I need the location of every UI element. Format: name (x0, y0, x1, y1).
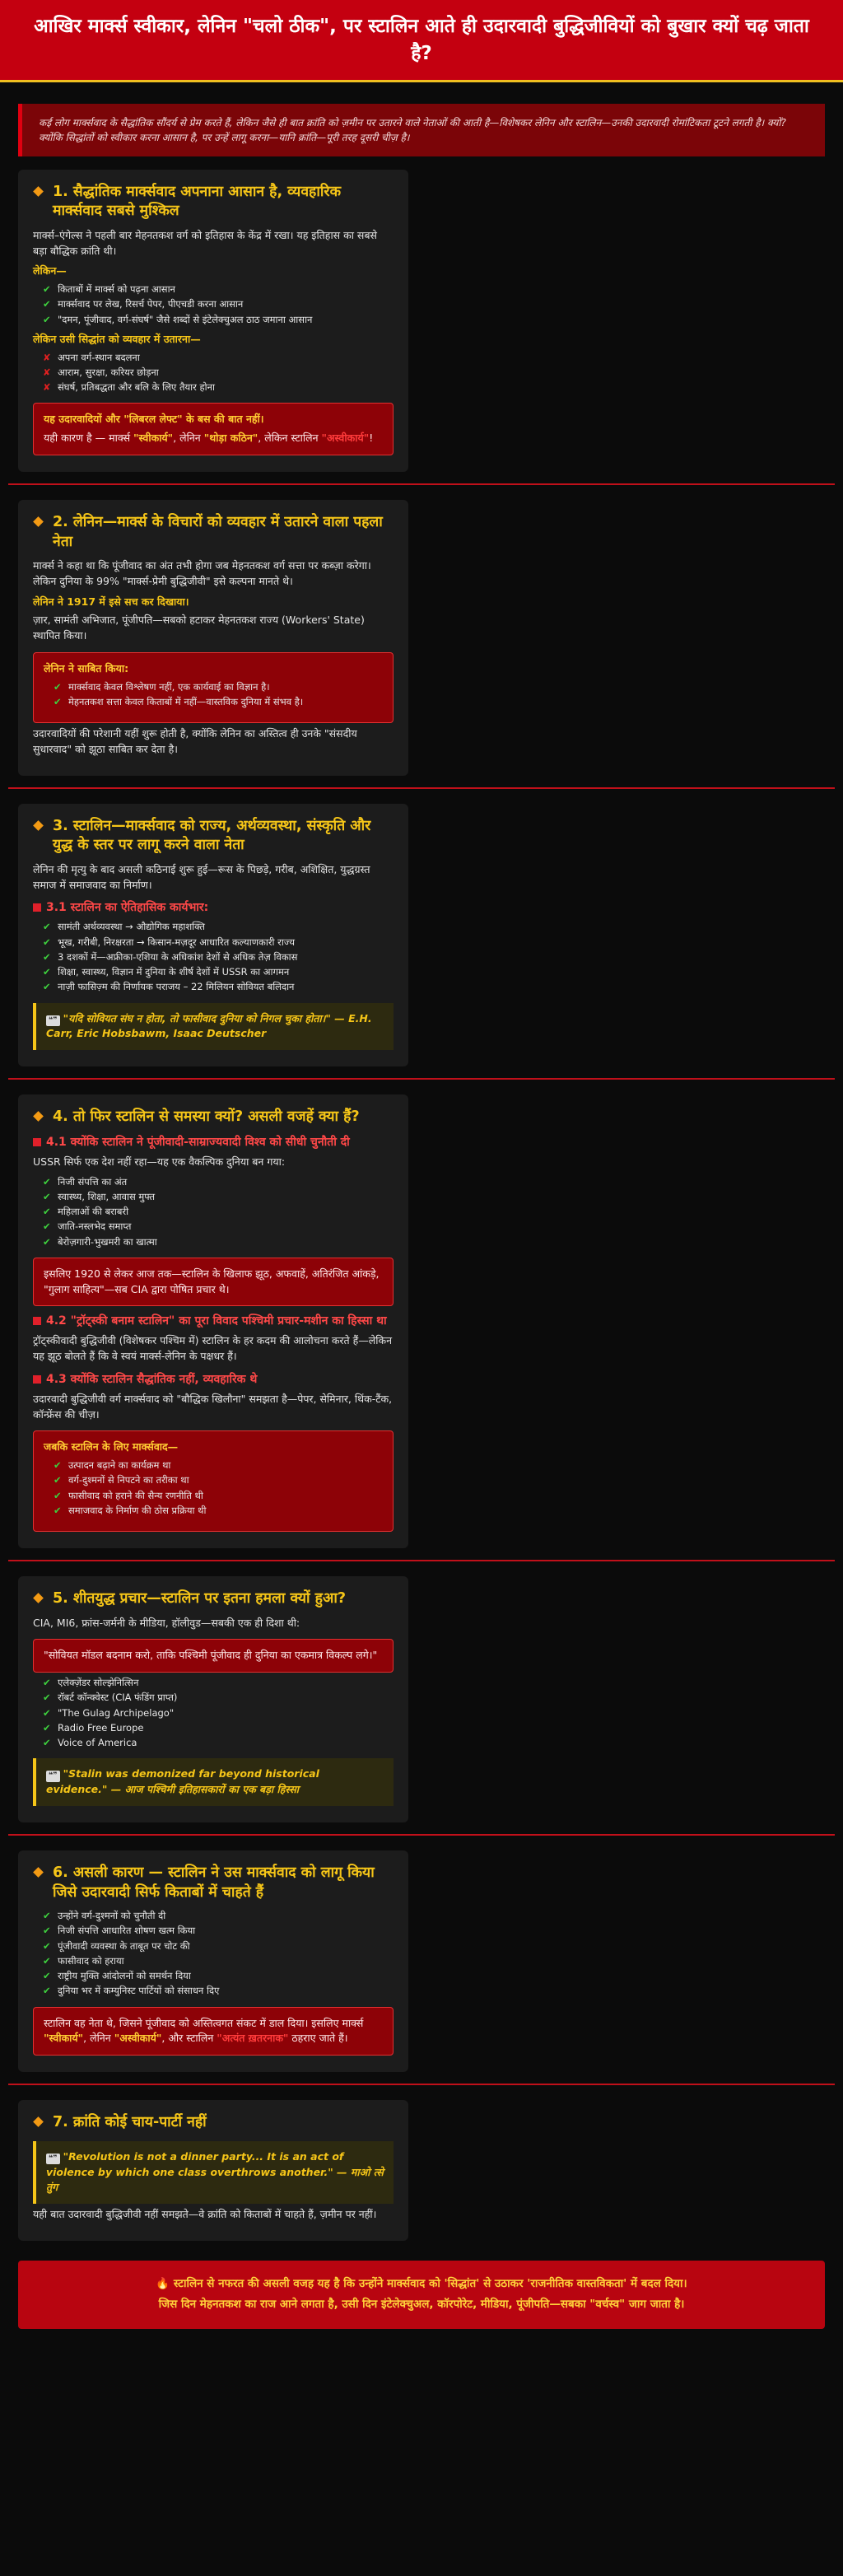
list-item (43, 1220, 394, 1234)
check-icon: ✔ (43, 1677, 51, 1689)
section-divider (8, 1078, 835, 1080)
list-item (43, 366, 394, 380)
check-icon: ✔ (43, 1970, 51, 1982)
box-quote-unacceptable: "अस्वीकार्य" (321, 432, 370, 445)
page-title: आखिर मार्क्स स्वीकार, लेनिन "चलो ठीक", पर स्टालिन आते ही उदारवादी बुद्धिजीवियों को बुखार क्यों चढ़ जाता है? (34, 16, 809, 65)
list-item-text: फासीवाद को हराया (58, 1954, 124, 1967)
cross-icon: ✘ (43, 351, 51, 363)
quote-icon: ❝❞ (46, 1771, 60, 1782)
subheading-text: 3.1 स्टालिन का ऐतिहासिक कार्यभार: (46, 901, 209, 915)
square-icon (33, 903, 41, 912)
check-icon: ✔ (54, 1489, 62, 1501)
section-2-title (33, 513, 394, 552)
section-7-para: यही बात उदारवादी बुद्धिजीवी नहीं समझते—वे क्रांति को किताबों में चाहते हैं, ज़मीन पर नहीं। (33, 2208, 377, 2221)
check-icon: ✔ (43, 921, 51, 933)
section-4-card (18, 1094, 408, 1548)
list-item-text: Voice of America (58, 1737, 137, 1749)
list-item-text: शिक्षा, स्वास्थ्य, विज्ञान में दुनिया के शीर्ष देशों में USSR का आगमन (58, 966, 290, 978)
section-1-but-heading: लेकिन— (33, 264, 67, 278)
check-icon: ✔ (54, 1504, 62, 1516)
list-item (43, 965, 394, 979)
section-2-box-list (54, 680, 383, 710)
subheading-text: 4.2 "ट्रॉट्स्की बनाम स्टालिन" का पूरा विवाद पश्चिमी प्रचार-मशीन का हिस्सा था (46, 1314, 387, 1328)
box-quote-unacceptable: "अस्वीकार्य" (114, 2032, 162, 2045)
check-icon: ✔ (43, 1692, 51, 1704)
check-icon: ✔ (54, 1459, 62, 1472)
list-item-text: नाज़ी फासिज़्म की निर्णायक पराजय – 22 मिलियन सोवियत बलिदान (58, 981, 295, 993)
check-icon: ✔ (43, 1706, 51, 1719)
diamond-icon (33, 820, 44, 831)
section-7-quote (33, 2141, 394, 2204)
list-item (54, 695, 383, 709)
section-5-title (33, 1589, 394, 1609)
section-7-card (18, 2100, 408, 2241)
list-item-text: Radio Free Europe (58, 1721, 144, 1734)
section-1-title (33, 183, 394, 222)
list-item (43, 380, 394, 394)
list-item (43, 1721, 394, 1735)
section-4-para-1: USSR सिर्फ एक देश नहीं रहा—यह एक वैकल्पिक दुनिया बन गया: (33, 1155, 286, 1168)
list-item (43, 297, 394, 311)
list-item-text: अपना वर्ग-स्थान बदलना (58, 351, 140, 363)
section-2-proof-box (33, 652, 394, 723)
list-item (43, 1969, 394, 1983)
section-6-conclusion-box (33, 2007, 394, 2056)
box-text-part: , लेकिन स्टालिन (258, 432, 322, 445)
section-4-para-2: ट्रॉट्स्कीवादी बुद्धिजीवी (विशेषकर पश्चिम में) स्टालिन के हर कदम की आलोचना करते हैं—लेकिन यह झूठ बोलते हैं कि वे स्वयं मार्क्स-लेनिन के पक्षधर हैं। (33, 1334, 393, 1363)
box-text-part: , और स्टालिन (161, 2032, 217, 2045)
list-item (43, 1939, 394, 1953)
list-item (43, 313, 394, 327)
list-item-text: भूख, गरीबी, निरक्षरता → किसान-मज़दूर आधारित कल्याणकारी राज्य (58, 936, 296, 948)
list-item (43, 1205, 394, 1219)
section-5-quote (33, 1758, 394, 1806)
list-item-text: स्वास्थ्य, शिक्षा, आवास मुफ्त (58, 1190, 156, 1202)
section-5-title-text: 5. शीतयुद्ध प्रचार—स्टालिन पर इतना हमला क्यों हुआ? (53, 1590, 346, 1608)
cross-icon: ✘ (43, 381, 51, 394)
section-4-box-title: जबकि स्टालिन के लिए मार्क्सवाद— (44, 1440, 179, 1454)
list-item-text: मार्क्सवाद केवल विश्लेषण नहीं, एक कार्यवाई का विज्ञान है। (68, 680, 270, 693)
section-1-hard-list (43, 351, 394, 395)
list-item-text: सामंती अर्थव्यवस्था → औद्योगिक महाशक्ति (58, 921, 205, 933)
list-item-text: 3 दशकों में—अफ्रीका-एशिया के अधिकांश देशों से अधिक तेज़ विकास (58, 950, 298, 963)
section-2-heading: लेनिन ने 1917 में इसे सच कर दिखाया। (33, 595, 189, 608)
list-item (43, 1175, 394, 1189)
section-divider (8, 1834, 835, 1836)
check-icon: ✔ (43, 981, 51, 993)
list-item-text: राष्ट्रीय मुक्ति आंदोलनों को समर्थन दिया (58, 1970, 191, 1982)
check-icon: ✔ (43, 1939, 51, 1952)
list-item (43, 282, 394, 296)
section-4-marxism-box (33, 1430, 394, 1532)
check-icon: ✔ (43, 313, 51, 325)
quote-icon: ❝❞ (46, 2154, 60, 2165)
check-icon: ✔ (54, 695, 62, 707)
subheading-text: 4.1 क्योंकि स्टालिन ने पूंजीवादी-साम्राज्यवादी विश्व को सीधी चुनौती दी (46, 1135, 350, 1149)
list-item-text: फासीवाद को हराने की सैन्य रणनीति थी (68, 1489, 203, 1501)
section-5-quote-box: "सोवियत मॉडल बदनाम करो, ताकि पश्चिमी पूंजीवाद ही दुनिया का एकमात्र विकल्प लगे।" (33, 1639, 394, 1673)
box-quote-hard: "थोड़ा कठिन" (203, 432, 258, 445)
check-icon: ✔ (43, 1235, 51, 1248)
box-text-part: ! (369, 432, 374, 445)
section-4-title-text: 4. तो फिर स्टालिन से समस्या क्यों? असली वजहें क्या हैं? (53, 1108, 360, 1126)
section-1-box-title: यह उदारवादियों और "लिबरल लेफ्ट" के बस की बात नहीं। (44, 413, 264, 426)
list-item-text: महिलाओं की बराबरी (58, 1206, 129, 1218)
list-item (54, 1504, 383, 1518)
section-4-title (33, 1108, 394, 1127)
quote-icon: ❝❞ (46, 1015, 60, 1027)
section-2-title-text: 2. लेनिन—मार्क्स के विचारों को व्यवहार में उतारने वाला पहला नेता (53, 513, 383, 550)
subheading-text: 4.3 क्योंकि स्टालिन सैद्धांतिक नहीं, व्यवहारिक थे (46, 1372, 258, 1386)
diamond-icon (33, 2116, 44, 2127)
check-icon: ✔ (43, 1925, 51, 1937)
box-text-part: यही कारण है — मार्क्स (44, 432, 134, 445)
list-item-text: उत्पादन बढ़ाने का कार्यक्रम था (68, 1459, 171, 1472)
list-item (43, 1984, 394, 1998)
list-item-text: समाजवाद के निर्माण की ठोस प्रक्रिया थी (68, 1504, 207, 1516)
list-item (54, 1489, 383, 1503)
footer-line-2: जिस दिन मेहनतकश का राज आने लगता है, उसी दिन इंटेलेक्चुअल, कॉरपोरेट, मीडिया, पूंजीपति—सबका "वर्चस्व" जाग जाता है। (158, 2298, 685, 2312)
section-7-title (33, 2113, 394, 2133)
box-text-part: ठहराए जाते हैं। (288, 2032, 348, 2045)
list-item-text: "The Gulag Archipelago" (58, 1706, 175, 1719)
section-1-highlight-box (33, 403, 394, 455)
list-item (54, 1473, 383, 1487)
diamond-icon (33, 186, 44, 197)
footer-conclusion (18, 2261, 825, 2329)
section-divider (8, 483, 835, 485)
check-icon: ✔ (43, 1737, 51, 1749)
check-icon: ✔ (43, 1985, 51, 1997)
list-item (43, 1909, 394, 1923)
list-item (43, 1190, 394, 1204)
check-icon: ✔ (43, 1954, 51, 1967)
box-quote-dangerous: "अत्यंत ख़तरनाक" (217, 2032, 289, 2045)
section-1-para: मार्क्स–एंगेल्स ने पहली बार मेहनतकश वर्ग को इतिहास के केंद्र में रखा। यह इतिहास का सबसे बड़ा बौद्धिक क्रांति थी। (33, 228, 377, 257)
check-icon: ✔ (43, 1190, 51, 1202)
check-icon: ✔ (43, 298, 51, 310)
section-4-propaganda-box: इसलिए 1920 से लेकर आज तक—स्टालिन के खिलाफ झूठ, अफवाहें, अतिरंजित आंकड़े, "गुलाग साहित्य"—सब CIA द्वारा पोषित प्रचार थे। (33, 1258, 394, 1307)
check-icon: ✔ (43, 1175, 51, 1188)
check-icon: ✔ (54, 680, 62, 693)
section-3-quote (33, 1003, 394, 1051)
section-divider (8, 787, 835, 789)
section-3-title (33, 817, 394, 856)
diamond-icon (33, 1867, 44, 1878)
list-item (43, 936, 394, 950)
section-2-para-3: उदारवादियों की परेशानी यहीं शुरू होती है, क्योंकि लेनिन का अस्तित्व ही उनके "संसदीय सुधारवाद" को झूठा साबित कर देता है। (33, 727, 357, 755)
section-divider (8, 1560, 835, 1561)
quote-text: "यदि सोवियत संघ न होता, तो फासीवाद दुनिया को निगल चुका होता।" — E.H. Carr, Eric Hobsbawm, Isaac Deutscher (46, 1011, 372, 1040)
box-quote-accepted: "स्वीकार्य" (133, 432, 174, 445)
list-item (54, 680, 383, 694)
list-item (43, 1235, 394, 1249)
section-3-title-text: 3. स्टालिन—मार्क्सवाद को राज्य, अर्थव्यवस्था, संस्कृति और युद्ध के स्तर पर लागू करने वाला नेता (53, 817, 371, 854)
diamond-icon (33, 1111, 44, 1122)
list-item (54, 1458, 383, 1472)
section-5-card (18, 1576, 408, 1822)
check-icon: ✔ (43, 1206, 51, 1218)
list-item-text: मेहनतकश सत्ता केवल किताबों में नहीं—वास्तविक दुनिया में संभव है। (68, 695, 304, 707)
list-item (43, 351, 394, 365)
check-icon: ✔ (43, 1220, 51, 1233)
section-4-subheading-3 (33, 1371, 394, 1388)
list-item (43, 1691, 394, 1705)
section-4-subheading-1 (33, 1134, 394, 1151)
section-5-list (43, 1676, 394, 1750)
square-icon (33, 1317, 41, 1325)
footer-line-1: 🔥 स्टालिन से नफरत की असली वजह यह है कि उन्होंने मार्क्सवाद को 'सिद्धांत' से उठाकर 'राजनीतिक वास्तविकता' में बदल दिया। (156, 2276, 687, 2290)
header (0, 0, 843, 82)
list-item-text: आराम, सुरक्षा, करियर छोड़ना (58, 366, 159, 378)
list-item-text: मार्क्सवाद पर लेख, रिसर्च पेपर, पीएचडी करना आसान (58, 298, 244, 310)
section-6-title-text: 6. असली कारण — स्टालिन ने उस मार्क्सवाद को लागू किया जिसे उदारवादी सिर्फ किताबों में चाहते हैं (53, 1864, 375, 1901)
section-7-title-text: 7. क्रांति कोई चाय-पार्टी नहीं (53, 2114, 207, 2131)
section-2-card (18, 500, 408, 776)
section-2-para-1: मार्क्स ने कहा था कि पूंजीवाद का अंत तभी होगा जब मेहनतकश वर्ग सत्ता पर कब्ज़ा करेगा। लेकिन दुनिया के 99% "मार्क्स-प्रेमी बुद्धिजीवी" इसे कल्पना मानते थे। (33, 559, 371, 587)
check-icon: ✔ (43, 966, 51, 978)
section-4-para-3: उदारवादी बुद्धिजीवी वर्ग मार्क्सवाद को "बौद्धिक खिलौना" समझता है—पेपर, सेमिनार, थिंक-टैंक, कॉन्फ्रेंस की चीज़। (33, 1392, 393, 1421)
check-icon: ✔ (54, 1474, 62, 1486)
section-1-box-text (44, 431, 383, 446)
list-item (43, 980, 394, 994)
box-text-part: , लेनिन (83, 2032, 114, 2045)
list-item (43, 1924, 394, 1938)
box-text-part: स्टालिन वह नेता थे, जिसने पूंजीवाद को अस्तित्वगत संकट में डाल दिया। इसलिए मार्क्स (44, 2016, 364, 2029)
section-3-card (18, 804, 408, 1067)
list-item-text: पूंजीवादी व्यवस्था के ताबूत पर चोट की (58, 1939, 190, 1952)
diamond-icon (33, 516, 44, 527)
section-3-list (43, 920, 394, 994)
list-item-text: किताबों में मार्क्स को पढ़ना आसान (58, 283, 175, 296)
quote-text: "Revolution is not a dinner party... It is an act of violence by which one class overthrows another." — माओ त्से तुंग (46, 2149, 384, 2194)
list-item-text: रॉबर्ट कॉन्क्वेस्ट (CIA फंडिंग प्राप्त) (58, 1692, 178, 1704)
list-item (43, 1954, 394, 1968)
quote-text: "Stalin was demonized far beyond historical evidence." — आज पश्चिमी इतिहासकारों का एक बड़ा हिस्सा (46, 1767, 319, 1796)
check-icon: ✔ (43, 950, 51, 963)
section-1-easy-list (43, 282, 394, 327)
section-1-card (18, 170, 408, 472)
list-item-text: उन्होंने वर्ग-दुश्मनों को चुनौती दी (58, 1910, 166, 1922)
check-icon: ✔ (43, 283, 51, 296)
section-4-list-1 (43, 1175, 394, 1249)
section-6-title (33, 1864, 394, 1902)
list-item-text: निजी संपत्ति आधारित शोषण खत्म किया (58, 1925, 196, 1937)
section-2-para-2: ज़ार, सामंती अभिजात, पूंजीपति—सबको हटाकर मेहनतकश राज्य (Workers' State) स्थापित किया। (33, 614, 365, 642)
section-1-apply-heading: लेकिन उसी सिद्धांत को व्यवहार में उतारना— (33, 332, 201, 345)
list-item (43, 950, 394, 964)
list-item-text: "दमन, पूंजीवाद, वर्ग-संघर्ष" जैसे शब्दों से इंटेलेक्चुअल ठाठ जमाना आसान (58, 313, 313, 325)
section-4-box-list (54, 1458, 383, 1518)
check-icon: ✔ (43, 1721, 51, 1734)
section-4-subheading-2 (33, 1313, 394, 1330)
intro-box: कई लोग मार्क्सवाद के सैद्धांतिक सौंदर्य से प्रेम करते हैं, लेकिन जैसे ही बात क्रांति को ज़मीन पर उतारने वाले नेताओं की आती है—विशेषकर लेनिन और स्टालिन—उनकी उदारवादी रोमांटिकता टूटने लगती है। क्यों? क्योंकि सिद्धांतों को स्वीकार करना आसान है, पर उन्हें लागू करना—यानि क्रांति—पूरी तरह दूसरी चीज़ है। (18, 104, 825, 156)
square-icon (33, 1138, 41, 1146)
list-item-text: जाति-नस्लभेद समाप्त (58, 1220, 132, 1233)
square-icon (33, 1375, 41, 1384)
box-quote-accepted: "स्वीकार्य" (44, 2032, 84, 2045)
box-text-part: , लेनिन (173, 432, 204, 445)
list-item-text: बेरोज़गारी-भुखमरी का खात्मा (58, 1235, 157, 1248)
check-icon: ✔ (43, 936, 51, 948)
check-icon: ✔ (43, 1910, 51, 1922)
list-item-text: एलेक्ज़ेंडर सोल्झेनित्सिन (58, 1677, 139, 1689)
section-6-list (43, 1909, 394, 1999)
list-item (43, 1736, 394, 1750)
section-3-subheading (33, 899, 394, 917)
list-item-text: निजी संपत्ति का अंत (58, 1175, 128, 1188)
section-6-card (18, 1850, 408, 2072)
list-item-text: वर्ग-दुश्मनों से निपटने का तरीका था (68, 1474, 189, 1486)
section-3-para: लेनिन की मृत्यु के बाद असली कठिनाई शुरू हुई—रूस के पिछड़े, गरीब, अशिक्षित, युद्धग्रस्त समाज में समाजवाद का निर्माण। (33, 862, 370, 891)
list-item-text: संघर्ष, प्रतिबद्धता और बलि के लिए तैयार होना (58, 381, 215, 394)
list-item (43, 920, 394, 934)
list-item-text: दुनिया भर में कम्युनिस्ट पार्टियों को संसाधन दिए (58, 1985, 220, 1997)
section-1-title-text: 1. सैद्धांतिक मार्क्सवाद अपनाना आसान है, व्यवहारिक मार्क्सवाद सबसे मुश्किल (53, 183, 342, 220)
section-5-para: CIA, MI6, फ्रांस-जर्मनी के मीडिया, हॉलीवुड—सबकी एक ही दिशा थी: (33, 1616, 300, 1629)
diamond-icon (33, 1593, 44, 1603)
list-item (43, 1676, 394, 1690)
cross-icon: ✘ (43, 366, 51, 378)
list-item (43, 1706, 394, 1720)
section-2-box-title: लेनिन ने साबित किया: (44, 661, 129, 674)
section-divider (8, 2084, 835, 2085)
